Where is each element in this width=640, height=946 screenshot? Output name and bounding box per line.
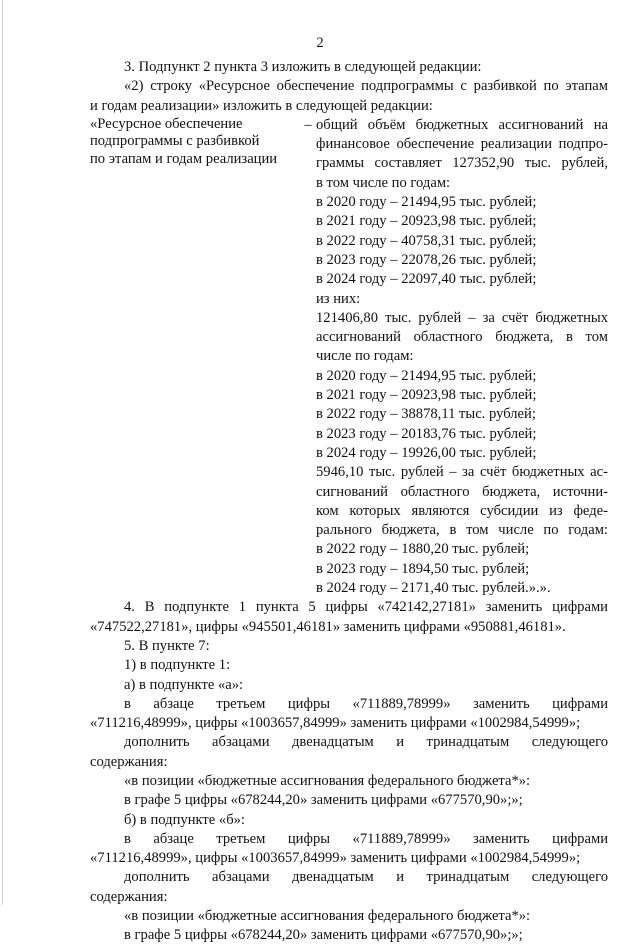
- subitem-b-position: «в позиции «бюджетные ассигнования федерального бюджета*»:: [124, 908, 531, 925]
- subitem-b-abz3-line2: «711216,48999», цифры «1003657,84999» заменить цифрами «1002984,54999»;: [90, 850, 581, 867]
- subitem-a-abz3-line1: в абзаце третьем цифры «711889,78999» заменить цифрами: [124, 695, 608, 712]
- item5-heading: 5. В пункте 7:: [124, 637, 210, 654]
- item3-heading: 3. Подпункт 2 пункта 3 изложить в следующей редакции:: [124, 59, 482, 75]
- table-left-column: [90, 116, 300, 598]
- table-right-line: граммы составляет 127352,90 тыс. рублей,: [316, 155, 608, 172]
- table-right-line: в 2024 году – 2171,40 тыс. рублей.».».: [316, 580, 551, 597]
- table-right-line: рального бюджета, в том числе по годам:: [316, 522, 608, 539]
- table-right-line: в 2024 году – 22097,40 тыс. рублей;: [316, 271, 537, 288]
- table-right-line: в 2020 году – 21494,95 тыс. рублей;: [316, 367, 537, 384]
- table-right-line: в 2021 году – 20923,98 тыс. рублей;: [316, 213, 537, 230]
- document-body: [90, 58, 608, 946]
- table-right-line: в 2024 году – 19926,00 тыс. рублей;: [316, 444, 537, 461]
- subitem-b-add-line1: дополнить абзацами двенадцатым и тринадцатым следующего: [124, 869, 608, 886]
- table-right-line: финансовое обеспечение реализации подпро-: [316, 136, 608, 153]
- subitem-a-add-line1: дополнить абзацами двенадцатым и тринадцатым следующего: [124, 734, 608, 751]
- subitem-b-abz3-line1: в абзаце третьем цифры «711889,78999» заменить цифрами: [124, 830, 608, 847]
- subitem-a-abz3-line2: «711216,48999», цифры «1003657,84999» заменить цифрами «1002984,54999»;: [90, 715, 581, 732]
- subitem-a-column5: в графе 5 цифры «678244,20» заменить цифрами «677570,90»;»;: [124, 792, 523, 809]
- table-right-line: ком которых являются субсидии из феде-: [316, 502, 608, 519]
- table-right-line: из них:: [316, 290, 361, 307]
- table-right-line: сигнований областного бюджета, источни-: [316, 483, 608, 500]
- table-right-line: числе по годам:: [316, 348, 414, 365]
- subitem-a-heading: а) в подпункте «а»:: [124, 676, 244, 693]
- table-right-line: в 2023 году – 22078,26 тыс. рублей;: [316, 251, 537, 268]
- table-right-column: [316, 116, 608, 598]
- table-right-line: общий объём бюджетных ассигнований на: [316, 116, 608, 133]
- item3-intro-line2: и годам реализации» изложить в следующей редакции:: [90, 97, 433, 114]
- item3-intro-line1: «2) строку «Ресурсное обеспечение подпрограммы с разбивкой по этапам: [124, 78, 608, 95]
- subitem-b-add-line2: содержания:: [90, 888, 168, 905]
- table-right-line: 121406,80 тыс. рублей – за счёт бюджетных: [316, 309, 608, 326]
- table-right-line: 5946,10 тыс. рублей – за счёт бюджетных ас-: [316, 464, 608, 481]
- table-right-line: в 2022 году – 38878,11 тыс. рублей;: [316, 406, 536, 423]
- table-left-line: подпрограммы с разбивкой: [90, 133, 260, 150]
- table-right-line: ассигнований областного бюджета, в том: [316, 329, 608, 346]
- item4-line2: «747522,27181», цифры «945501,46181» заменить цифрами «950881,46181».: [90, 618, 566, 635]
- resource-table: [90, 116, 608, 598]
- page-left-edge: [2, 0, 3, 905]
- table-left-line: «Ресурсное обеспечение: [90, 115, 243, 132]
- subitem-b-heading: б) в подпункте «б»:: [124, 811, 245, 828]
- table-right-line: в 2023 году – 1894,50 тыс. рублей;: [316, 560, 530, 577]
- subitem-a-add-line2: содержания:: [90, 753, 168, 770]
- table-right-line: в 2021 году – 20923,98 тыс. рублей;: [316, 387, 537, 404]
- table-dash: –: [304, 116, 312, 133]
- table-left-line: по этапам и годам реализации: [90, 151, 278, 168]
- subitem1-heading: 1) в подпункте 1:: [124, 657, 231, 674]
- subitem-b-column5: в графе 5 цифры «678244,20» заменить цифрами «677570,90»;»;: [124, 927, 523, 944]
- subitem-a-position: «в позиции «бюджетные ассигнования федерального бюджета*»:: [124, 772, 531, 789]
- item4-line1: 4. В подпункте 1 пункта 5 цифры «742142,27181» заменить цифрами: [124, 599, 608, 616]
- table-right-line: в 2020 году – 21494,95 тыс. рублей;: [316, 194, 537, 211]
- page-number: 2: [316, 35, 324, 51]
- table-right-line: в 2022 году – 1880,20 тыс. рублей;: [316, 541, 530, 558]
- table-right-line: в том числе по годам:: [316, 174, 451, 191]
- table-right-line: в 2023 году – 20183,76 тыс. рублей;: [316, 425, 537, 442]
- table-right-line: в 2022 году – 40758,31 тыс. рублей;: [316, 232, 537, 249]
